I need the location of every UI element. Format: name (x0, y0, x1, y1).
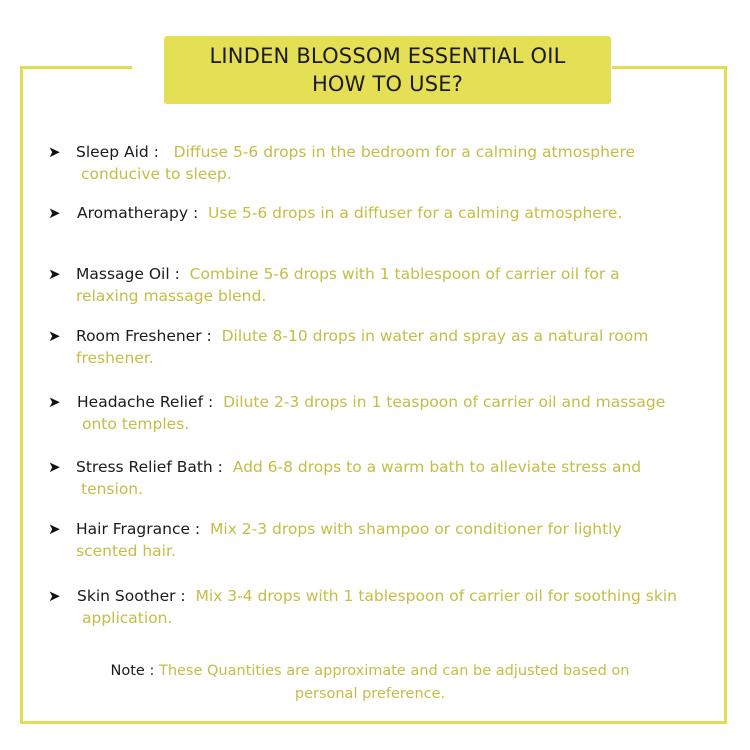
usage-item-desc: Use 5-6 drops in a diffuser for a calming atmosphere. (208, 204, 623, 222)
title-line-2: HOW TO USE? (311, 72, 464, 96)
usage-item-desc: Mix 3-4 drops with 1 tablespoon of carrier oil for soothing skin (195, 587, 677, 605)
usage-item-label: Headache Relief : (77, 393, 214, 411)
arrow-bullet-icon: ➤ (48, 458, 61, 476)
arrow-bullet-icon: ➤ (48, 204, 61, 222)
note-text: These Quantities are approximate and can be adjusted based on (158, 663, 630, 679)
usage-item-desc: Add 6-8 drops to a warm bath to alleviate stress and (232, 458, 642, 476)
usage-item-desc-cont: application. (82, 609, 173, 627)
arrow-bullet-icon: ➤ (48, 327, 61, 345)
arrow-bullet-icon: ➤ (48, 393, 61, 411)
usage-item-desc: Dilute 2-3 drops in 1 teaspoon of carrier oil and massage (223, 393, 666, 411)
usage-item-label: Hair Fragrance : (76, 520, 201, 538)
note-label: Note : (110, 663, 155, 679)
arrow-bullet-icon: ➤ (48, 265, 61, 283)
usage-item-desc: Diffuse 5-6 drops in the bedroom for a calming atmosphere (173, 143, 636, 161)
usage-item-label: Sleep Aid : (76, 143, 159, 161)
usage-item-desc-cont: tension. (81, 480, 144, 498)
usage-item-desc-cont: relaxing massage blend. (76, 287, 267, 305)
usage-item-desc: Combine 5-6 drops with 1 tablespoon of carrier oil for a (189, 265, 620, 283)
usage-item-desc: Mix 2-3 drops with shampoo or conditioner for lightly (210, 520, 622, 538)
usage-item-desc-cont: scented hair. (76, 542, 176, 560)
usage-item-desc-cont: conducive to sleep. (81, 165, 232, 183)
usage-item-desc-cont: onto temples. (82, 415, 190, 433)
arrow-bullet-icon: ➤ (48, 143, 61, 161)
note-text-cont: personal preference. (294, 686, 446, 702)
usage-item-label: Stress Relief Bath : (76, 458, 223, 476)
title-line-1: LINDEN BLOSSOM ESSENTIAL OIL (209, 44, 566, 68)
arrow-bullet-icon: ➤ (48, 587, 61, 605)
usage-item-label: Massage Oil : (76, 265, 180, 283)
usage-item-desc: Dilute 8-10 drops in water and spray as a natural room (221, 327, 649, 345)
note (60, 660, 680, 706)
usage-item-label: Skin Soother : (77, 587, 186, 605)
usage-item-label: Room Freshener : (76, 327, 212, 345)
arrow-bullet-icon: ➤ (48, 520, 61, 538)
page-title (164, 36, 611, 104)
usage-item-label: Aromatherapy : (77, 204, 199, 222)
usage-item-desc-cont: freshener. (76, 349, 154, 367)
